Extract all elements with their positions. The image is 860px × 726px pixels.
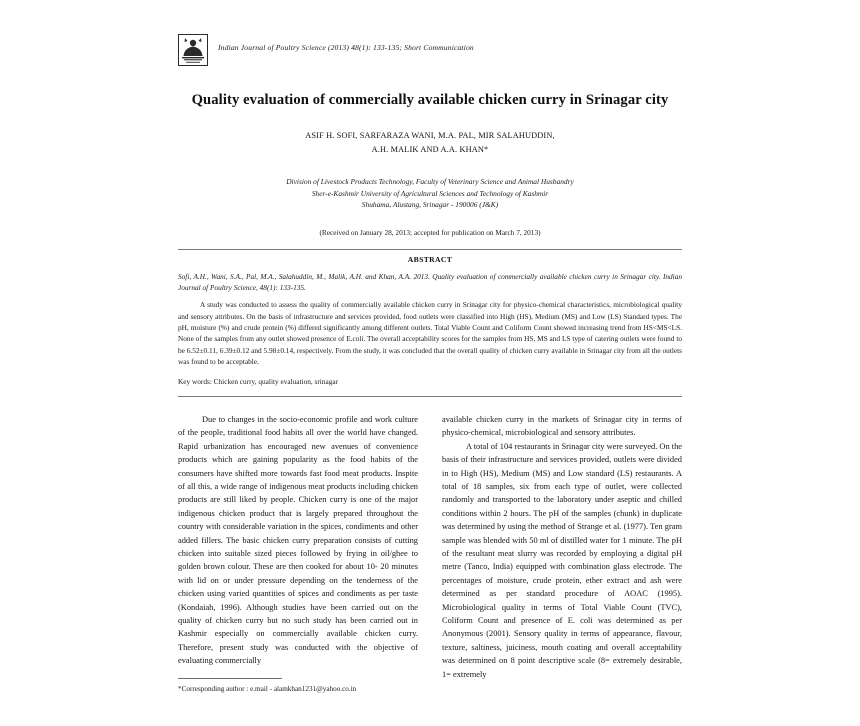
abstract-heading: ABSTRACT: [407, 254, 453, 264]
institutional-emblem-icon: [178, 34, 208, 66]
right-column: [442, 413, 682, 694]
author-line-1: ASIF H. SOFI, SARFARAZA WANI, M.A. PAL, MIR SALAHUDDIN,: [305, 131, 555, 140]
self-citation: Sofi, A.H., Wani, S.A., Pal, M.A., Salahuddin, M., Malik, A.H. and Khan, A.A. 2013. Quality evaluation of commercially available chicken curry in Srinagar city. Indian Journal of Poultry Science, 48(1): 133-135.: [178, 271, 682, 292]
abstract-body: A study was conducted to assess the quality of commercially available chicken curry in Srinagar city for physico-chemical characteristics, microbiological quality and sensory attributes. On the basis of infrastructure and services provided, food outlets were classified into High (HS), Medium (MS) and Low (LS) Standard types. The pH, moisture (%) and crude protein (%) differed significantly among different outlets. Total Viable Count and Coliform Count showed increasing trend from HS<MS<LS. None of the samples from any outlet showed presence of E.coli. The overall acceptability scores for the samples from HS, MS and LS type of catering outlets were found to be 6.52±0.11, 6.39±0.12 and 5.98±0.14, respectively. From the study, it was concluded that the overall quality of chicken curry available in Srinagar city from all the outlets was found to be acceptable.: [178, 300, 682, 367]
journal-citation-line: Indian Journal of Poultry Science (2013) 48(1): 133-135; Short Communication: [218, 43, 474, 52]
author-line-2: A.H. MALIK AND A.A. KHAN*: [371, 145, 489, 154]
footnote-block: [178, 678, 418, 694]
author-list: [178, 129, 682, 157]
affiliation-line-2: Sher-e-Kashmir University of Agricultural Sciences and Technology of Kashmir: [311, 188, 549, 198]
left-column: [178, 413, 418, 694]
paper-content: [178, 34, 682, 694]
keywords-line: Key words: Chicken curry, quality evaluation, srinagar: [178, 376, 339, 386]
divider-top: [178, 249, 682, 250]
paragraph: Due to changes in the socio-economic profile and work culture of the people, traditional food habits all over the world have changed. Rapid urbanization has encouraged new avenues of convenience products which are gaining popularity as the food habits of the consumers have shifted more towards fast food meat products. Inspite of all this, a wide range of indigenous meat products including chicken products are still liked by people. Chicken curry is one of the major indigenous chicken product that is largely prepared throughout the country with considerable variation in the spices, condiments and other added fillers. The basic chicken curry preparation consists of cutting chicken into suitable sized pieces followed by frying in oil/ghee to golden brown colour. These are then cooked for about 10- 20 minutes with lid on or under pressure depending on the tenderness of the chicken using varied quantities of spices and condiments as per taste (Kondaiah, 1996). Although studies have been carried out on the quality of chicken curry but no such study has been carried out in Kashmir especially on commercially available chicken curry. Therefore, present study was conducted with the objective of evaluating commercially: [178, 414, 418, 666]
paragraph: available chicken curry in the markets of Srinagar city in terms of physico-chemical, microbiological and sensory attributes.: [442, 414, 682, 438]
affiliation-line-1: Division of Livestock Products Technology, Faculty of Veterinary Science and Animal Husbandry: [286, 177, 574, 186]
corresponding-author-note: *Corresponding author : e.mail - alamkhan1231@yahoo.co.in: [178, 684, 357, 693]
affiliation-block: [178, 176, 682, 211]
paragraph: A total of 104 restaurants in Srinagar city were surveyed. On the basis of their infrastructure and services provided, outlets were divided in to High (HS), Medium (MS) and Low standard (LS) restaurants. A total of 18 samples, six from each type of outlet, were collected randomly and transported to the laboratory under aseptic and chilled conditions within 2 hours. The pH of the samples (chunk) in duplicate was determined by using the method of Strange et al. (1977). Ten gram sample was blended with 50 ml of distilled water for 1 minute. The pH of the resultant meat slurry was recorded by employing a digital pH metre (Tanco, India) equipped with combination glass electrode. The percentages of moisture, crude protein, ether extract and ash were determined as per standard procedure of AOAC (1995). Microbiological quality in terms of Total Viable Count (TVC), Coliform Count and presence of E. coli was determined as per Anonymous (2001). Sensory quality in terms of appearance, flavour, texture, saltiness, juiciness, mouth coating and overall acceptability was determined on 8 point descriptive scale (8= extremely desirable, 1= extremely: [442, 441, 682, 679]
affiliation-line-3: Shuhama, Alustang, Srinagar - 190006 (J&K): [361, 200, 499, 209]
masthead: [178, 34, 682, 70]
footnote-rule: [178, 678, 282, 679]
page-title: Quality evaluation of commercially available chicken curry in Srinagar city: [191, 92, 669, 108]
received-date-line: (Received on January 28, 2013; accepted for publication on March 7, 2013): [319, 227, 541, 237]
body-columns: [178, 413, 682, 694]
divider-bottom: [178, 396, 682, 397]
